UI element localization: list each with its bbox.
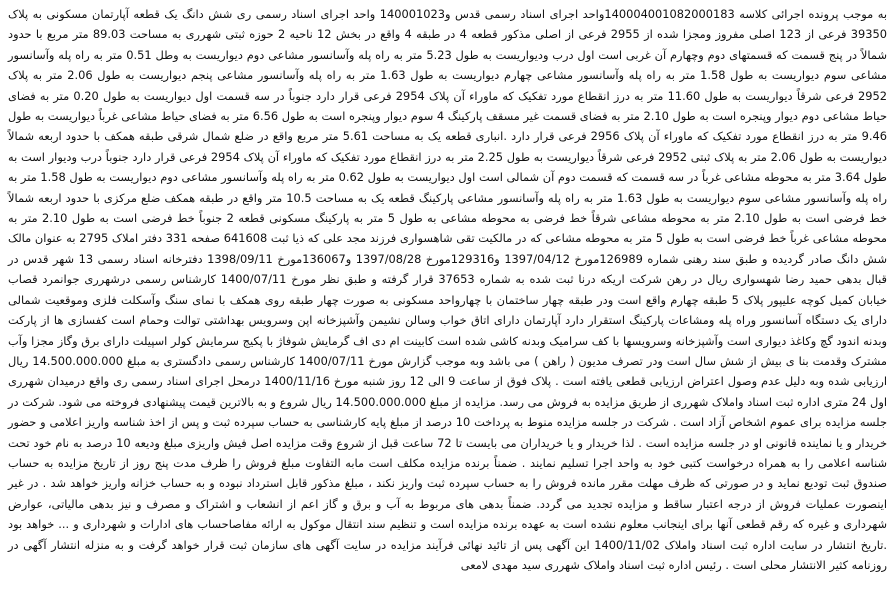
signature-line: رئيس اداره ثبت اسناد واملاک شهرری سيد مهدی لامعی [460,557,722,572]
notice-body: به موجب پرونده اجرائی کلاسه 140004001082000183واحد اجرای اسناد رسمی قدس و140001023 واحد اجرای اسناد رسمی ری شش دانگ یک قطعه آپارتمان مسکونی به پلاک 39350 فرعی از 123 اصلی مفروز ومجزا شده از 2955 فرعی از اصلی مذکور قطعه 4 در طبقه 4 واقع در بخش 12 ناحیه 2 حوزه ثبتی شهرری به مساحت 89.03 متر مربع با حدود شمالاً در پنج قسمت که قسمتهای دوم وچهارم آن غربی است اول درب وديواريست به طول 5.23 متر به راه پله وآسانسور مشاعی دوم ديواريست به وطل 0.51 متر به راه پله وآسانسور مشاعی سوم ديواريست به طول 1.58 متر به راه پله وآسانسور مشاعی چهارم ديواريست به طول 1.63 متر به راه پله وآسانسور مشاعی پنجم ديواريست به طول 2.06 متر به پلاک 2952 فرعی شرقاً ديواريست به طول 11.60 متر به درز انقطاع مورد تفکيک که ماوراء آن پلاک 2954 فرعی قرار دارد جنوباً در سه قسمت اول ديواريست به طول 0.20 متر به فضای حياط مشاعی دوم ديوار وپنجره است به طول 2.10 متر به فضای قسمت غير مسقف پارکينگ 4 سوم ديوار وپنجره است به طول 6.56 متر به فضای حياط مشاعی غرباً ديواريست به طول 9.46 متر به درز انقطاع مورد تفکيک که ماوراء آن پلاک 2956 فرعی قرار دارد .انباری قطعه يک به مساحت 5.61 متر مربع واقع در ضلع شمال شرقی طبقه همکف با حدود اربعه شمالاً ديواريست به طول 2.06 متر به پلاک ثبتی 2952 فرعی شرقاً ديواريست به طول 2.25 متر به درز انقطاع مورد تفکيک که ماوراء آن پلاک 2954 فرعی قرار دارد جنوباً درب وديوار است به طول 3.64 متر به محوطه مشاعی غرباً در سه قسمت که قسمت دوم آن شمالی است اول ديواريست به طول 0.62 متر به راه پله وآسانسور مشاعی دوم ديواريست به طول 1.58 متر به راه پله وآسانسور مشاعی سوم ديواريست به طول 1.63 متر به راه پله وآسانسور مشاعی پارکينگ قطعه يک به مساحت 10.5 متر واقع در طبقه همکف ضلع مرکزی با حدود اربعه شمالاً خط فرضی است به طول 2.10 متر به محوطه مشاعی شرقاً خط فرضی به محوطه مشاعی به طول 5 متر به پارکينگ مسکونی قطعه 2 جنوباً خط فرضی است به طول 2.10 متر به محوطه مشاعی غرباً خط فرضی است به طول 5 متر به محوطه مشاعی که در مالکيت تقی شاهسواری فرزند مجد علی که ذيا ثبت 641608 صفحه 331 دفتر املاک 2795 به عنوان مالک شش دانگ صادر گرديده و طبق سند رهنی شماره 126989مورخ 1397/04/12 و129316مورخ 1397/08/28 و136067مورخ 1398/09/11 دفترخانه اسناد رسمی 13 شهر قدس در قبال بدهی حميد رضا شهسواری ريال در رهن شرکت اريکه درنا ثبت شده به شماره 37653 قرار گرفته و طبق نظر مورخ 1400/07/11 کارشناس رسمی درشهرری جوانمرد قصاب خيابان کميل کوچه عليپور پلاک 5 طبقه چهارم واقع است ودر طبقه چهار ساختمان با چهارواحد مسکونی به صورت چهار طبقه روی همکف با نمای سنگ وآسکلت فلزی وموقعيت شمالی دارای يک دستگاه آسانسور وراه پله ومشاعات پارکينگ استقرار دارد آپارتمان دارای اتاق خواب وسالن نشيمن وآشپزخانه اپن وسرويس بهداشتی توالت وحمام است کفسازی ها از پارکت وبدنه اندود گچ وکاغذ ديواری است وآشپزخانه وسرويسها با کف سراميک وبدنه کاشی شده است کابينت ام دی اف گرمايش شوفاژ با پکيج سرمايش کولر اسپيلت دارای برق وگاز مجزا وآب مشترک وقدمت بنا ی بيش از شش سال است ودر تصرف مدیون ( راهن ) می باشد وبه موجب گزارش مورخ 1400/07/11 کارشناس رسمی دادگستری به مبلغ 14.500.000.000 ريال ارزيابی شده وبه دليل عدم وصول اعتراض ارزيابی قطعی يافته است . پلاک فوق از ساعت 9 الی 12 روز شنبه مورخ 1400/11/16 درمحل اجرای اسناد رسمی ری واقع درميدان شهرری اول 24 متری اداره ثبت اسناد واملاک شهرری از طريق مزايده به فروش می رسد. مزايده از مبلغ 14.500.000.000 ريال شروع و به بالاترين قيمت پيشنهادی فروخته می شود. شرکت در جلسه مزايده برای عموم اشخاص آزاد است . شرکت در جلسه مزايده منوط به پرداخت 10 درصد از مبلغ پايه کارشناسی به حساب سپرده ثبت و پس از اخذ شناسه واريز اعلامی و حضور خريدار و يا نماينده قانونی او در جلسه مزايده است . لذا خريدار و يا خريداران می بايست تا 72 ساعت قبل از شروع وقت مزايده اصل فيش واريزی مبلغ ودیعه 10 درصد به نام خود تحت شناسه اعلامی را به همراه درخواست کتبی خود به واحد اجرا تسليم نمايند . ضمناً برنده مزايده مکلف است مابه التفاوت مبلغ فروش را ظرف مدت پنج روز از تاريخ مزايده به حساب صندوق ثبت توديع نمايد و در صورتی که ظرف مهلت مقرر مانده فروش را به حساب سپرده ثبت واريز نکند ، مبلغ مذکور قابل استرداد نبوده و به حساب خزانه واريز خواهد شد . در غير اينصورت عمليات فروش از درجه اعتبار ساقط و مزايده تجديد می گردد. ضمناً بدهی های مربوط به آب و برق و گاز اعم از انشعاب و اشتراک و مصرف و نيز بدهی مالياتی، عوارض شهرداری و غيره که رقم قطعی آنها برای اينجانب معلوم نشده است به عهده برنده مزايده است و تنظيم سند انتقال موکول به ارائه مفاصاحساب های ادارات و شهرداری و ... خواهد بود .تاريخ انتشار در سايت اداره ثبت اسناد واملاک 1400/11/02 اين آگهی پس از تائيد نهائی فرآيند مزايده در سايت آگهی های سازمان ثبت قرار خواهد گرفت و به منزله انتشار آگهی در روزنامه کثير الانتشار محلی است . [8,7,888,572]
auction-notice-text [8,4,887,575]
